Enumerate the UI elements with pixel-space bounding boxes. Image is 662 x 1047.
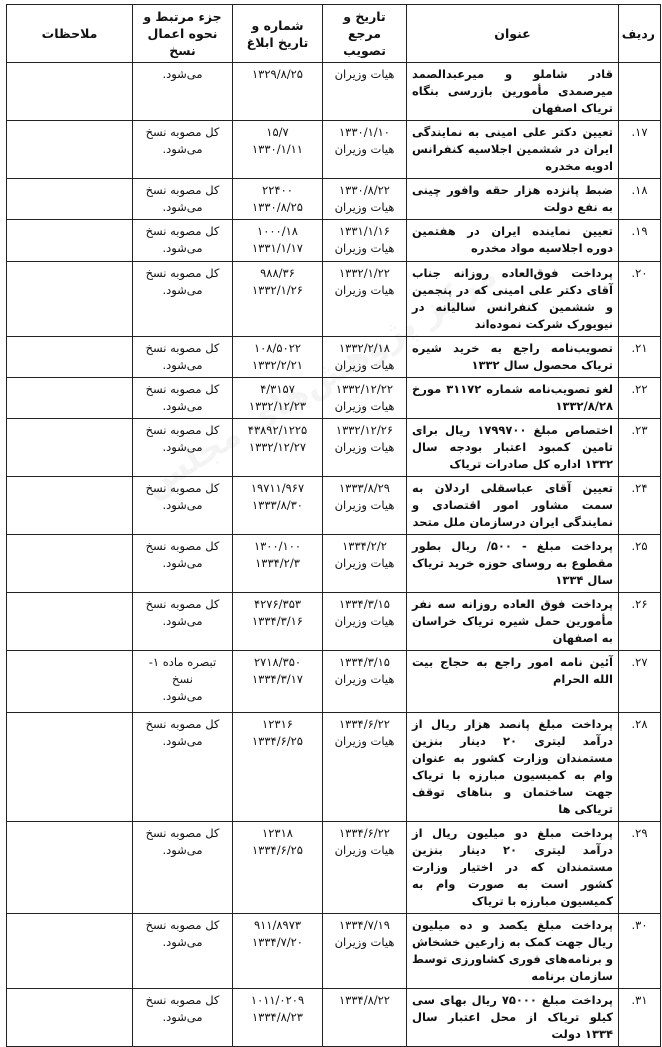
table-row bbox=[7, 378, 661, 419]
row-related-part-line: کل مصوبه نسخ bbox=[145, 993, 220, 1007]
row-number: ۲۶. bbox=[619, 593, 661, 651]
row-notice-line: ۱۰۱۱/۰۲۰۹ bbox=[250, 993, 305, 1007]
table-row bbox=[7, 989, 661, 1047]
row-title: تعیین نماینده ایران در هفتمین دوره اجلاسیه مواد مخدره bbox=[407, 220, 619, 262]
row-notice-line: ۱۳۳۰/۱/۱۱ bbox=[252, 142, 303, 156]
row-notice-line: ۱۰۰۰/۱۸ bbox=[257, 224, 298, 238]
row-notice-line: ۱۳۳۲/۱۲/۲۳ bbox=[248, 399, 307, 413]
row-approval-line: ۱۳۳۲/۱۲/۲۲ bbox=[335, 382, 394, 396]
row-approval bbox=[323, 535, 407, 593]
row-related-part-line: می‌شود. bbox=[162, 200, 203, 214]
row-approval-line: هیات وزیران bbox=[334, 399, 395, 413]
row-related-part-line: می‌شود. bbox=[162, 440, 203, 454]
row-notes bbox=[7, 220, 133, 262]
row-notice-line: ۱۰۸/۵۰۲۲ bbox=[253, 341, 302, 355]
row-related-part bbox=[133, 262, 233, 337]
row-title: تعیین دکتر علی امینی به نمایندگی ایران در ششمین اجلاسیه کنفرانس ادویه مخدره bbox=[407, 121, 619, 179]
row-number: ۲۱. bbox=[619, 337, 661, 378]
row-notice-line: ۱۳۳۲/۲/۲۱ bbox=[252, 358, 303, 372]
row-related-part bbox=[133, 419, 233, 477]
row-title: آئین نامه امور راجع به حجاج بیت الله الحرام bbox=[407, 651, 619, 713]
row-related-part-line: می‌شود. bbox=[162, 358, 203, 372]
row-title: ضبط پانزده هزار حقه وافور چینی به نفع دولت bbox=[407, 179, 619, 220]
row-number: ۱۷. bbox=[619, 121, 661, 179]
row-notice-line: ۴/۳۱۵۷ bbox=[260, 382, 295, 396]
resolutions-table bbox=[6, 4, 661, 1047]
row-approval-line: ۱۳۳۳/۸/۲۹ bbox=[339, 481, 390, 495]
row-approval bbox=[323, 121, 407, 179]
row-notice-line: ۱۲۳۱۶ bbox=[262, 717, 293, 731]
row-approval bbox=[323, 378, 407, 419]
row-approval-line: ۱۳۳۲/۲/۱۸ bbox=[339, 341, 390, 355]
row-notice-line: ۱۳۳۴/۲/۳ bbox=[255, 556, 300, 570]
row-related-part bbox=[133, 179, 233, 220]
row-related-part bbox=[133, 337, 233, 378]
row-related-part-line: کل مصوبه نسخ bbox=[145, 826, 220, 840]
row-number: ۲۲. bbox=[619, 378, 661, 419]
row-approval bbox=[323, 651, 407, 713]
row-notice-line: ۱۳۲۹/۸/۲۵ bbox=[252, 67, 303, 81]
row-related-part-line: می‌شود. bbox=[162, 283, 203, 297]
row-related-part bbox=[133, 713, 233, 822]
row-title: پرداخت فوق‌العاده روزانه جناب آقای دکتر علی امینی که در پنجمین و ششمین کنفرانس سالیانه در نیویورک شرکت نموده‌اند bbox=[407, 262, 619, 337]
row-related-part-line: می‌شود. bbox=[162, 67, 203, 81]
header-row-no: ردیف bbox=[619, 5, 661, 63]
row-notice bbox=[233, 477, 323, 535]
table-row bbox=[7, 337, 661, 378]
row-related-part-line: کل مصوبه نسخ bbox=[145, 382, 220, 396]
header-title: عنوان bbox=[407, 5, 619, 63]
row-notice-line: ۱۳۳۰/۸/۲۵ bbox=[252, 200, 303, 214]
table-row bbox=[7, 179, 661, 220]
row-notes bbox=[7, 713, 133, 822]
row-related-part-line: کل مصوبه نسخ bbox=[145, 341, 220, 355]
row-number: ۲۹. bbox=[619, 822, 661, 914]
row-title: پرداخت مبلغ پانصد هزار ریال از درآمد لیتری ۲۰ دینار بنزین مستمندان وزارت کشور به عنوان وام به کمیسیون مبارزه با تریاک جهت ساختمان و بناهای توقف تریاکی ها bbox=[407, 713, 619, 822]
row-title: تصویب‌نامه راجع به خرید شیره تریاک محصول سال ۱۳۳۲ bbox=[407, 337, 619, 378]
table-row bbox=[7, 477, 661, 535]
row-title: پرداخت فوق العاده روزانه سه نفر مأمورین حمل شیره تریاک خراسان به اصفهان bbox=[407, 593, 619, 651]
row-approval-line: هیات وزیران bbox=[334, 734, 395, 748]
row-approval bbox=[323, 593, 407, 651]
row-approval-line: هیات وزیران bbox=[334, 440, 395, 454]
row-related-part bbox=[133, 220, 233, 262]
table-row bbox=[7, 593, 661, 651]
row-number: ۲۴. bbox=[619, 477, 661, 535]
row-notice-line: ۲۲۴۰۰ bbox=[262, 183, 293, 197]
row-approval bbox=[323, 989, 407, 1047]
table-row bbox=[7, 651, 661, 713]
row-number: ۳۰. bbox=[619, 914, 661, 989]
row-related-part bbox=[133, 593, 233, 651]
table-row bbox=[7, 535, 661, 593]
row-approval-line: ۱۳۳۲/۱/۲۲ bbox=[339, 266, 390, 280]
row-approval-line: هیات وزیران bbox=[334, 283, 395, 297]
row-approval bbox=[323, 262, 407, 337]
row-approval-line: هیات وزیران bbox=[334, 200, 395, 214]
row-notice-line: ۱۵/۷ bbox=[266, 125, 289, 139]
row-notice bbox=[233, 63, 323, 121]
row-notes bbox=[7, 822, 133, 914]
row-notice-line: ۹۸۸/۳۶ bbox=[260, 266, 295, 280]
row-notice-line: ۱۹۷۱۱/۹۶۷ bbox=[250, 481, 305, 495]
row-notice bbox=[233, 914, 323, 989]
row-notice-line: ۱۳۳۴/۶/۲۵ bbox=[252, 734, 303, 748]
row-number: ۲۷. bbox=[619, 651, 661, 713]
table-header-row bbox=[7, 5, 661, 63]
table-body bbox=[7, 63, 661, 1047]
row-notice-line: ۱۳۳۲/۱۲/۲۷ bbox=[248, 440, 307, 454]
row-related-part-line: کل مصوبه نسخ bbox=[145, 481, 220, 495]
row-related-part bbox=[133, 477, 233, 535]
row-notice bbox=[233, 593, 323, 651]
row-approval-line: ۱۳۳۰/۱/۱۰ bbox=[339, 125, 390, 139]
table-row bbox=[7, 220, 661, 262]
row-approval-line: ۱۳۳۱/۱/۱۶ bbox=[339, 224, 390, 238]
row-related-part-line: می‌شود. bbox=[162, 142, 203, 156]
row-related-part-line: کل مصوبه نسخ bbox=[145, 717, 220, 731]
row-notice-line: ۱۳۳۴/۳/۱۶ bbox=[252, 614, 303, 628]
row-approval-line: هیات وزیران bbox=[334, 67, 395, 81]
row-notice bbox=[233, 179, 323, 220]
row-related-part-line: کل مصوبه نسخ bbox=[145, 918, 220, 932]
row-title: پرداخت مبلغ ۷۵۰۰۰ ریال بهای سی کیلو تریاک از محل اعتبار سال ۱۳۳۴ دولت bbox=[407, 989, 619, 1047]
row-notes bbox=[7, 419, 133, 477]
row-notes bbox=[7, 535, 133, 593]
table-row bbox=[7, 121, 661, 179]
row-notes bbox=[7, 914, 133, 989]
row-approval-line: هیات وزیران bbox=[334, 241, 395, 255]
row-notes bbox=[7, 378, 133, 419]
row-notice bbox=[233, 535, 323, 593]
row-number: ۲۵. bbox=[619, 535, 661, 593]
row-notes bbox=[7, 651, 133, 713]
row-related-part-line: کل مصوبه نسخ bbox=[145, 183, 220, 197]
row-notes bbox=[7, 477, 133, 535]
row-related-part-line: می‌شود. bbox=[162, 399, 203, 413]
table-row bbox=[7, 713, 661, 822]
row-related-part-line: کل مصوبه نسخ bbox=[145, 597, 220, 611]
row-notice-line: ۱۳۳۲/۱/۲۶ bbox=[252, 283, 303, 297]
row-notes bbox=[7, 63, 133, 121]
row-approval bbox=[323, 713, 407, 822]
row-notice-line: ۴۲۷۶/۳۵۳ bbox=[253, 597, 302, 611]
row-approval-line: ۱۳۳۲/۱۲/۲۶ bbox=[335, 423, 394, 437]
row-title: پرداخت مبلغ - ۵۰۰/ ریال بطور مقطوع به روسای حوزه خرید تریاک سال ۱۳۳۴ bbox=[407, 535, 619, 593]
row-approval bbox=[323, 914, 407, 989]
row-approval-line: ۱۳۳۴/۷/۱۹ bbox=[339, 918, 390, 932]
row-related-part-line: می‌شود. bbox=[162, 614, 203, 628]
row-notice bbox=[233, 378, 323, 419]
row-notice bbox=[233, 220, 323, 262]
row-title: لغو تصویب‌نامه شماره ۳۱۱۷۲ مورخ ۱۳۳۲/۸/۲۸ bbox=[407, 378, 619, 419]
row-approval-line: هیات وزیران bbox=[334, 935, 395, 949]
row-related-part-line: کل مصوبه نسخ bbox=[145, 423, 220, 437]
row-notice bbox=[233, 121, 323, 179]
row-approval-line: ۱۳۳۴/۳/۱۵ bbox=[339, 597, 390, 611]
row-related-part bbox=[133, 651, 233, 713]
row-notice-line: ۲۷۱۸/۳۵۰ bbox=[253, 655, 302, 669]
row-related-part bbox=[133, 535, 233, 593]
row-notice bbox=[233, 822, 323, 914]
row-approval-line: ۱۳۳۴/۸/۲۲ bbox=[339, 993, 390, 1007]
row-related-part-line: کل مصوبه نسخ bbox=[145, 224, 220, 238]
table-row bbox=[7, 262, 661, 337]
row-approval-line: هیات وزیران bbox=[334, 843, 395, 857]
header-approval: تاریخ و مرجع تصویب bbox=[323, 5, 407, 63]
row-approval bbox=[323, 179, 407, 220]
row-notice-line: ۱۳۳۴/۸/۲۳ bbox=[252, 1010, 303, 1024]
row-approval-line: ۱۳۳۴/۶/۲۲ bbox=[339, 717, 390, 731]
row-related-part-line: می‌شود. bbox=[162, 689, 203, 703]
row-approval-line: ۱۳۳۰/۸/۲۲ bbox=[339, 183, 390, 197]
row-related-part-line: می‌شود. bbox=[162, 556, 203, 570]
row-notes bbox=[7, 121, 133, 179]
row-approval-line: هیات وزیران bbox=[334, 358, 395, 372]
row-number bbox=[619, 63, 661, 121]
row-notes bbox=[7, 262, 133, 337]
table-row bbox=[7, 914, 661, 989]
row-related-part-line: می‌شود. bbox=[162, 734, 203, 748]
row-approval-line: ۱۳۳۴/۳/۱۵ bbox=[339, 655, 390, 669]
row-notice-line: ۱۳۳۳/۸/۳۰ bbox=[252, 498, 303, 512]
row-notice-line: ۱۳۳۱/۱/۱۷ bbox=[252, 241, 303, 255]
row-notice-line: ۹۱۱/۸۹۷۳ bbox=[253, 918, 302, 932]
row-related-part-line: می‌شود. bbox=[162, 241, 203, 255]
row-notice-line: ۱۳۳۴/۶/۲۵ bbox=[252, 843, 303, 857]
row-related-part-line: می‌شود. bbox=[162, 498, 203, 512]
table-row bbox=[7, 63, 661, 121]
row-title: قادر شاملو و میرعبدالصمد میرصمدی مأمورین بازرسی بنگاه تریاک اصفهان bbox=[407, 63, 619, 121]
header-notice: شماره و تاریخ ابلاغ bbox=[233, 5, 323, 63]
row-notice-line: ۱۳۰۰/۱۰۰ bbox=[253, 539, 302, 553]
row-related-part bbox=[133, 121, 233, 179]
row-notice bbox=[233, 337, 323, 378]
row-number: ۳۱. bbox=[619, 989, 661, 1047]
row-notice bbox=[233, 989, 323, 1047]
row-notice-line: ۱۳۳۴/۷/۲۰ bbox=[252, 935, 303, 949]
row-related-part bbox=[133, 822, 233, 914]
row-related-part-line: کل مصوبه نسخ bbox=[145, 539, 220, 553]
row-approval bbox=[323, 337, 407, 378]
header-related-part: جزء مرتبط و نحوه اعمال نسخ bbox=[133, 5, 233, 63]
row-number: ۲۰. bbox=[619, 262, 661, 337]
row-number: ۲۳. bbox=[619, 419, 661, 477]
row-approval bbox=[323, 822, 407, 914]
row-notice bbox=[233, 419, 323, 477]
row-related-part-line: می‌شود. bbox=[162, 843, 203, 857]
row-related-part-line: کل مصوبه نسخ bbox=[145, 266, 220, 280]
row-notice bbox=[233, 713, 323, 822]
row-number: ۱۸. bbox=[619, 179, 661, 220]
row-notice bbox=[233, 651, 323, 713]
row-approval-line: هیات وزیران bbox=[334, 498, 395, 512]
row-related-part-line: می‌شود. bbox=[162, 1010, 203, 1024]
row-approval-line: ۱۳۳۴/۶/۲۲ bbox=[339, 826, 390, 840]
row-number: ۲۸. bbox=[619, 713, 661, 822]
row-approval bbox=[323, 63, 407, 121]
row-title: پرداخت مبلغ دو میلیون ریال از درآمد لیتری ۲۰ دینار بنزین مستمندان که در اختیار وزارت کشور است به صورت وام به کمیسیون مبارزه با تریاک bbox=[407, 822, 619, 914]
header-notes: ملاحظات bbox=[7, 5, 133, 63]
row-approval-line: هیات وزیران bbox=[334, 672, 395, 686]
row-related-part-line: تبصره ماده ۱- bbox=[148, 655, 217, 669]
row-approval-line: هیات وزیران bbox=[334, 142, 395, 156]
row-title: پرداخت مبلغ یکصد و ده میلیون ریال جهت کمک به زارعین خشخاش و برنامه‌های فوری کشاورزی توسط سازمان برنامه bbox=[407, 914, 619, 989]
row-notice-line: ۱۲۳۱۸ bbox=[262, 826, 293, 840]
row-related-part bbox=[133, 378, 233, 419]
row-related-part bbox=[133, 989, 233, 1047]
row-related-part-line: نسخ bbox=[172, 672, 193, 686]
row-approval-line: ۱۳۳۴/۲/۲ bbox=[342, 539, 387, 553]
row-related-part bbox=[133, 63, 233, 121]
row-notes bbox=[7, 989, 133, 1047]
row-notice-line: ۴۳۸۹۲/۱۲۲۵ bbox=[247, 423, 308, 437]
row-approval bbox=[323, 419, 407, 477]
row-notes bbox=[7, 593, 133, 651]
row-notes bbox=[7, 337, 133, 378]
row-notice-line: ۱۳۳۴/۳/۱۷ bbox=[252, 672, 303, 686]
row-approval bbox=[323, 220, 407, 262]
row-approval-line: هیات وزیران bbox=[334, 614, 395, 628]
row-related-part bbox=[133, 914, 233, 989]
row-title: تعیین آقای عباسقلی اردلان به سمت مشاور امور اقتصادی و نمایندگی ایران درسازمان ملل متحد bbox=[407, 477, 619, 535]
table-row bbox=[7, 419, 661, 477]
row-related-part-line: کل مصوبه نسخ bbox=[145, 125, 220, 139]
row-number: ۱۹. bbox=[619, 220, 661, 262]
table-row bbox=[7, 822, 661, 914]
row-notice bbox=[233, 262, 323, 337]
row-notes bbox=[7, 179, 133, 220]
row-approval-line: هیات وزیران bbox=[334, 556, 395, 570]
row-approval bbox=[323, 477, 407, 535]
row-related-part-line: می‌شود. bbox=[162, 935, 203, 949]
row-title: اختصاص مبلغ ۱۷۹۹۷۰۰ ریال برای تامین کمبود اعتبار بودجه سال ۱۳۳۲ اداره کل صادرات تریاک bbox=[407, 419, 619, 477]
